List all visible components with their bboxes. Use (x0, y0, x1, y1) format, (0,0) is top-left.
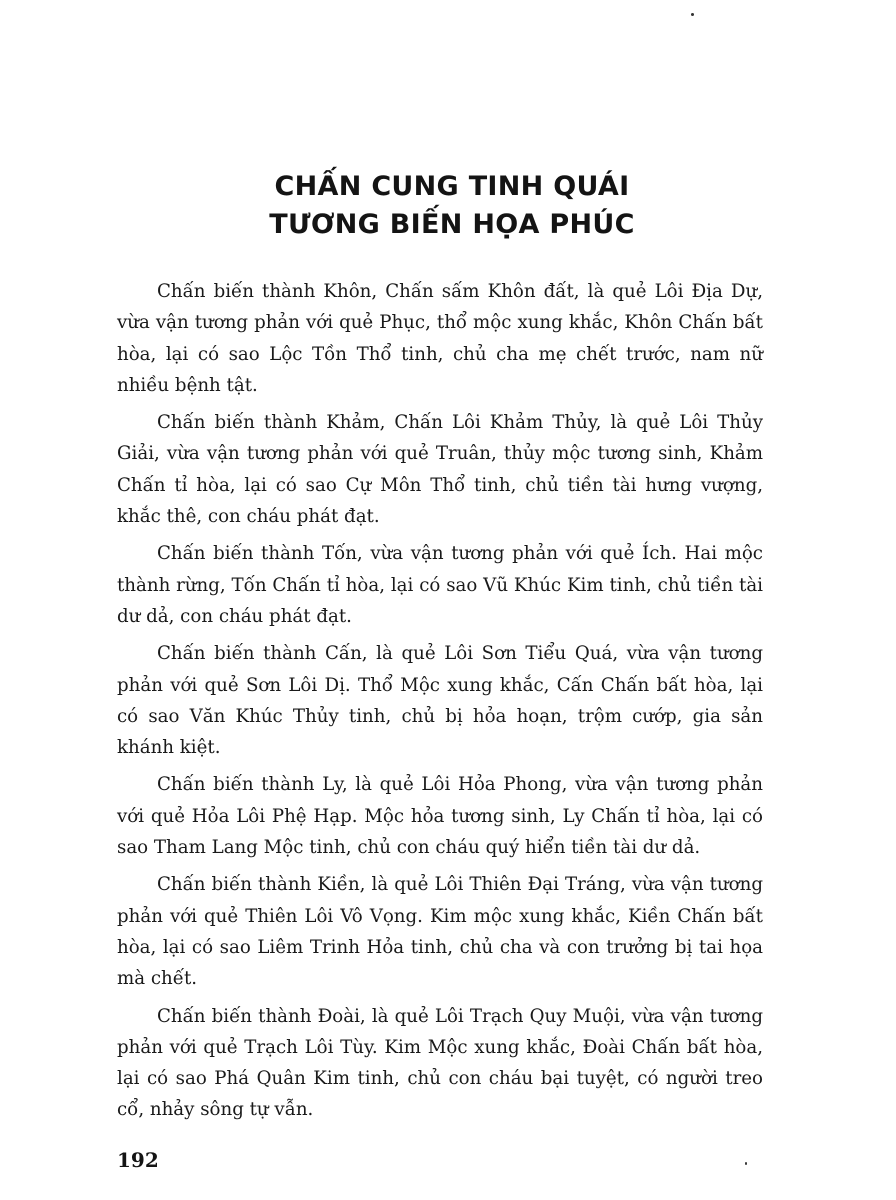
paragraph: Chấn biến thành Khôn, Chấn sấm Khôn đất, là quẻ Lôi Địa Dự, vừa vận tương phản với quẻ Phục, thổ mộc xung khắc, Khôn Chấn bất hòa, lại có sao Lộc Tồn Thổ tinh, chủ cha mẹ chết trước, nam nữ nhiều bệnh tật. (117, 281, 763, 396)
paragraph: Chấn biến thành Kiền, là quẻ Lôi Thiên Đại Tráng, vừa vận tương phản với quẻ Thiên Lôi Vô Vọng. Kim mộc xung khắc, Kiền Chấn bất hòa, lại có sao Liêm Trinh Hỏa tinh, chủ cha và con trưởng bị tai họa mà chết. (117, 874, 763, 990)
chapter-title-line-2: TƯƠNG BIẾN HỌA PHÚC (269, 209, 635, 240)
paragraph: Chấn biến thành Đoài, là quẻ Lôi Trạch Quy Muội, vừa vận tương phản với quẻ Trạch Lôi Tùy. Kim Mộc xung khắc, Đoài Chấn bất hòa, lại có sao Phá Quân Kim tinh, chủ con cháu bại tuyệt, có người treo cổ, nhảy sông tự vẫn. (117, 1005, 763, 1121)
paragraph: Chấn biến thành Tốn, vừa vận tương phản với quẻ Ích. Hai mộc thành rừng, Tốn Chấn tỉ hòa, lại có sao Vũ Khúc Kim tinh, chủ tiền tài dư dả, con cháu phát đạt. (117, 543, 763, 627)
body-text (117, 276, 763, 1132)
paragraph: Chấn biến thành Khảm, Chấn Lôi Khảm Thủy, là quẻ Lôi Thủy Giải, vừa vận tương phản với quẻ Truân, thủy mộc tương sinh, Khảm Chấn tỉ hòa, lại có sao Cự Môn Thổ tinh, chủ tiền tài hưng vượng, khắc thê, con cháu phát đạt. (117, 412, 763, 528)
paragraph: Chấn biến thành Cấn, là quẻ Lôi Sơn Tiểu Quá, vừa vận tương phản với quẻ Sơn Lôi Dị. Thổ Mộc xung khắc, Cấn Chấn bất hòa, lại có sao Văn Khúc Thủy tinh, chủ bị hỏa hoạn, trộm cướp, gia sản khánh kiệt. (117, 643, 763, 759)
scan-speck (691, 13, 694, 16)
paragraph: Chấn biến thành Ly, là quẻ Lôi Hỏa Phong, vừa vận tương phản với quẻ Hỏa Lôi Phệ Hạp. Mộc hỏa tương sinh, Ly Chấn tỉ hòa, lại có sao Tham Lang Mộc tinh, chủ con cháu quý hiển tiền tài dư dả. (117, 774, 763, 859)
page-number: 192 (117, 1148, 159, 1172)
scan-speck (745, 1162, 747, 1165)
chapter-title (0, 168, 896, 244)
chapter-title-line-1: CHẤN CUNG TINH QUÁI (274, 171, 630, 202)
